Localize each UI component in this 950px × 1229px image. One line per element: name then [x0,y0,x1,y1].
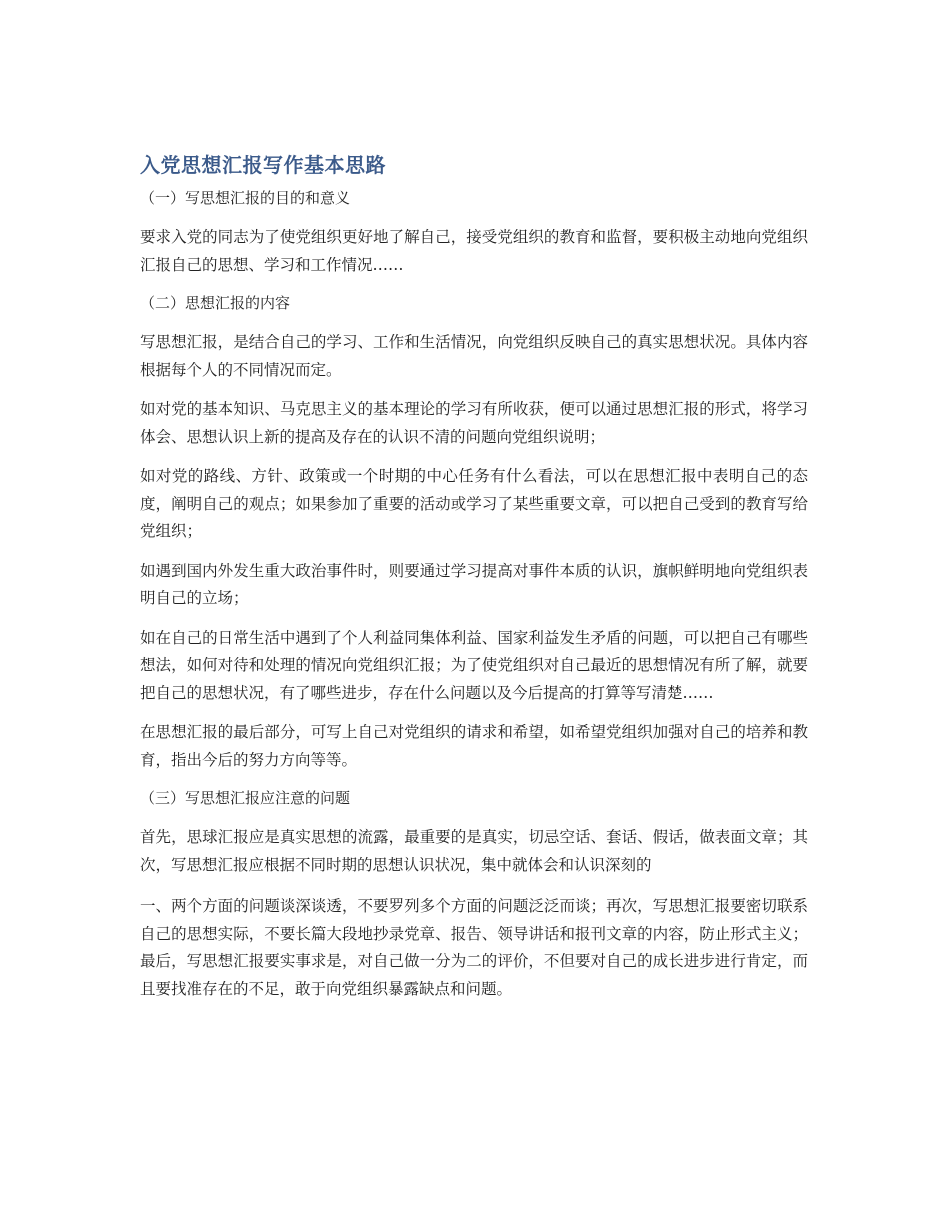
paragraph-policy-views: 如对党的路线、方针、政策或一个时期的中心任务有什么看法，可以在思想汇报中表明自己的态度，阐明自己的观点；如果参加了重要的活动或学习了某些重要文章，可以把自己受到的教育写给党组织； [140,467,808,540]
section-heading-2: （二）思想汇报的内容 [140,294,291,312]
paragraph-theory-study: 如对党的基本知识、马克思主义的基本理论的学习有所收获，便可以通过思想汇报的形式，将学习体会、思想认识上新的提高及存在的认识不清的问题向党组织说明； [140,400,808,446]
paragraph-cautions-1: 首先，思球汇报应是真实思想的流露，最重要的是真实，切忌空话、套话、假话，做表面文章；其次，写思想汇报应根据不同时期的思想认识状况，集中就体会和认识深刻的 [140,828,808,874]
document-title: 入党思想汇报写作基本思路 [140,153,386,177]
document-page [140,150,808,1015]
paragraph-purpose: 要求入党的同志为了使党组织更好地了解自己，接受党组织的教育和监督，要积极主动地向党组织汇报自己的思想、学习和工作情况…… [140,228,808,274]
paragraph-closing-requests: 在思想汇报的最后部分，可写上自己对党组织的请求和希望，如希望党组织加强对自己的培养和教育，指出今后的努力方向等等。 [140,723,808,769]
paragraph-content-intro: 写思想汇报，是结合自己的学习、工作和生活情况，向党组织反映自己的真实思想状况。具体内容根据每个人的不同情况而定。 [140,333,808,379]
paragraph-personal-interests: 如在自己的日常生活中遇到了个人利益同集体利益、国家利益发生矛盾的问题，可以把自己有哪些想法，如何对待和处理的情况向党组织汇报；为了使党组织对自己最近的思想情况有所了解，就要把自己的思想状况，有了哪些进步，存在什么问题以及今后提高的打算等写清楚…… [140,628,808,702]
section-heading-1: （一）写思想汇报的目的和意义 [140,189,351,207]
paragraph-cautions-2: 一、两个方面的问题谈深谈透，不要罗列多个方面的问题泛泛而谈；再次，写思想汇报要密切联系自己的思想实际，不要长篇大段地抄录党章、报告、领导讲话和报刊文章的内容，防止形式主义；最后，写思想汇报要实事求是，对自己做一分为二的评价，不但要对自己的成长进步进行肯定，而且要找准存在的不足，敢于向党组织暴露缺点和问题。 [140,897,808,998]
paragraph-political-events: 如遇到国内外发生重大政治事件时，则要通过学习提高对事件本质的认识，旗帜鲜明地向党组织表明自己的立场； [140,561,808,607]
section-heading-3: （三）写思想汇报应注意的问题 [140,789,351,807]
